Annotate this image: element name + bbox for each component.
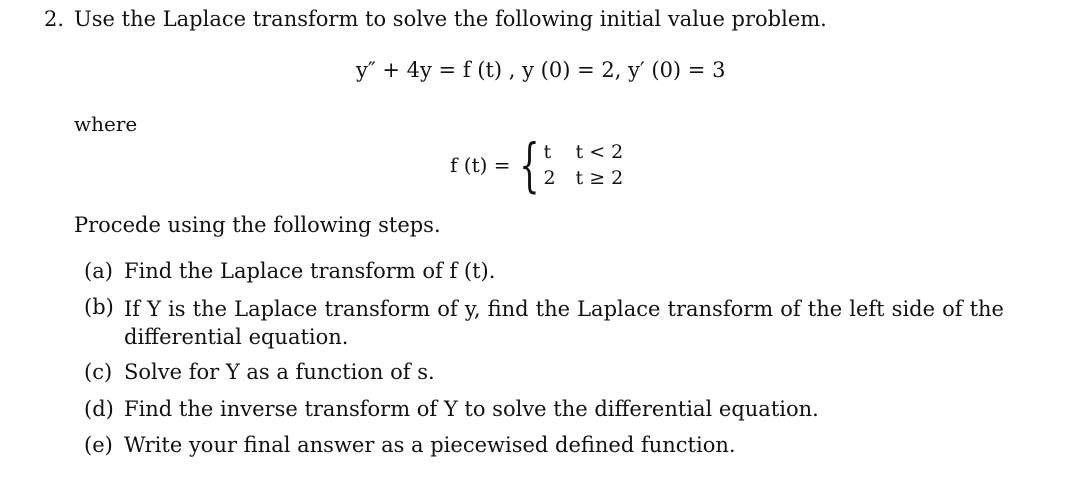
step-letter: (c) (84, 360, 113, 384)
steps-intro: Procede using the following steps. (74, 213, 441, 237)
problem-number: 2. (44, 7, 65, 31)
where-label: where (74, 112, 138, 136)
problem-heading (44, 7, 827, 31)
step-letter: (d) (84, 397, 114, 421)
left-brace-icon: { (518, 131, 540, 199)
step-text: Solve for Y as a function of s. (124, 360, 435, 384)
step-letter: (a) (84, 259, 113, 283)
step-text: If Y is the Laplace transform of y, find the Laplace transform of the left side of the differential equation. (124, 297, 1004, 349)
step-item (84, 295, 1004, 351)
case-condition: t < 2 (575, 141, 624, 163)
step-letter: (e) (84, 433, 113, 457)
problem-statement: Use the Laplace transform to solve the following initial value problem. (74, 7, 827, 31)
piecewise-lhs: f (t) = (450, 153, 511, 177)
piecewise-definition (450, 131, 624, 199)
step-text: Find the Laplace transform of f (t). (124, 259, 496, 283)
initial-value-equation: y″ + 4y = f (t) , y (0) = 2, y′ (0) = 3 (356, 58, 726, 82)
step-item (84, 259, 495, 283)
case-value: 2 (543, 167, 556, 189)
step-item (84, 397, 819, 421)
step-item (84, 433, 736, 457)
step-text: Find the inverse transform of Y to solve the differential equation. (124, 397, 819, 421)
case-value: t (543, 141, 552, 163)
piecewise-cases (543, 139, 623, 191)
step-letter: (b) (84, 295, 114, 319)
case-condition: t ≥ 2 (575, 167, 624, 189)
step-item (84, 360, 435, 384)
step-text: Write your final answer as a piecewised defined function. (124, 433, 736, 457)
